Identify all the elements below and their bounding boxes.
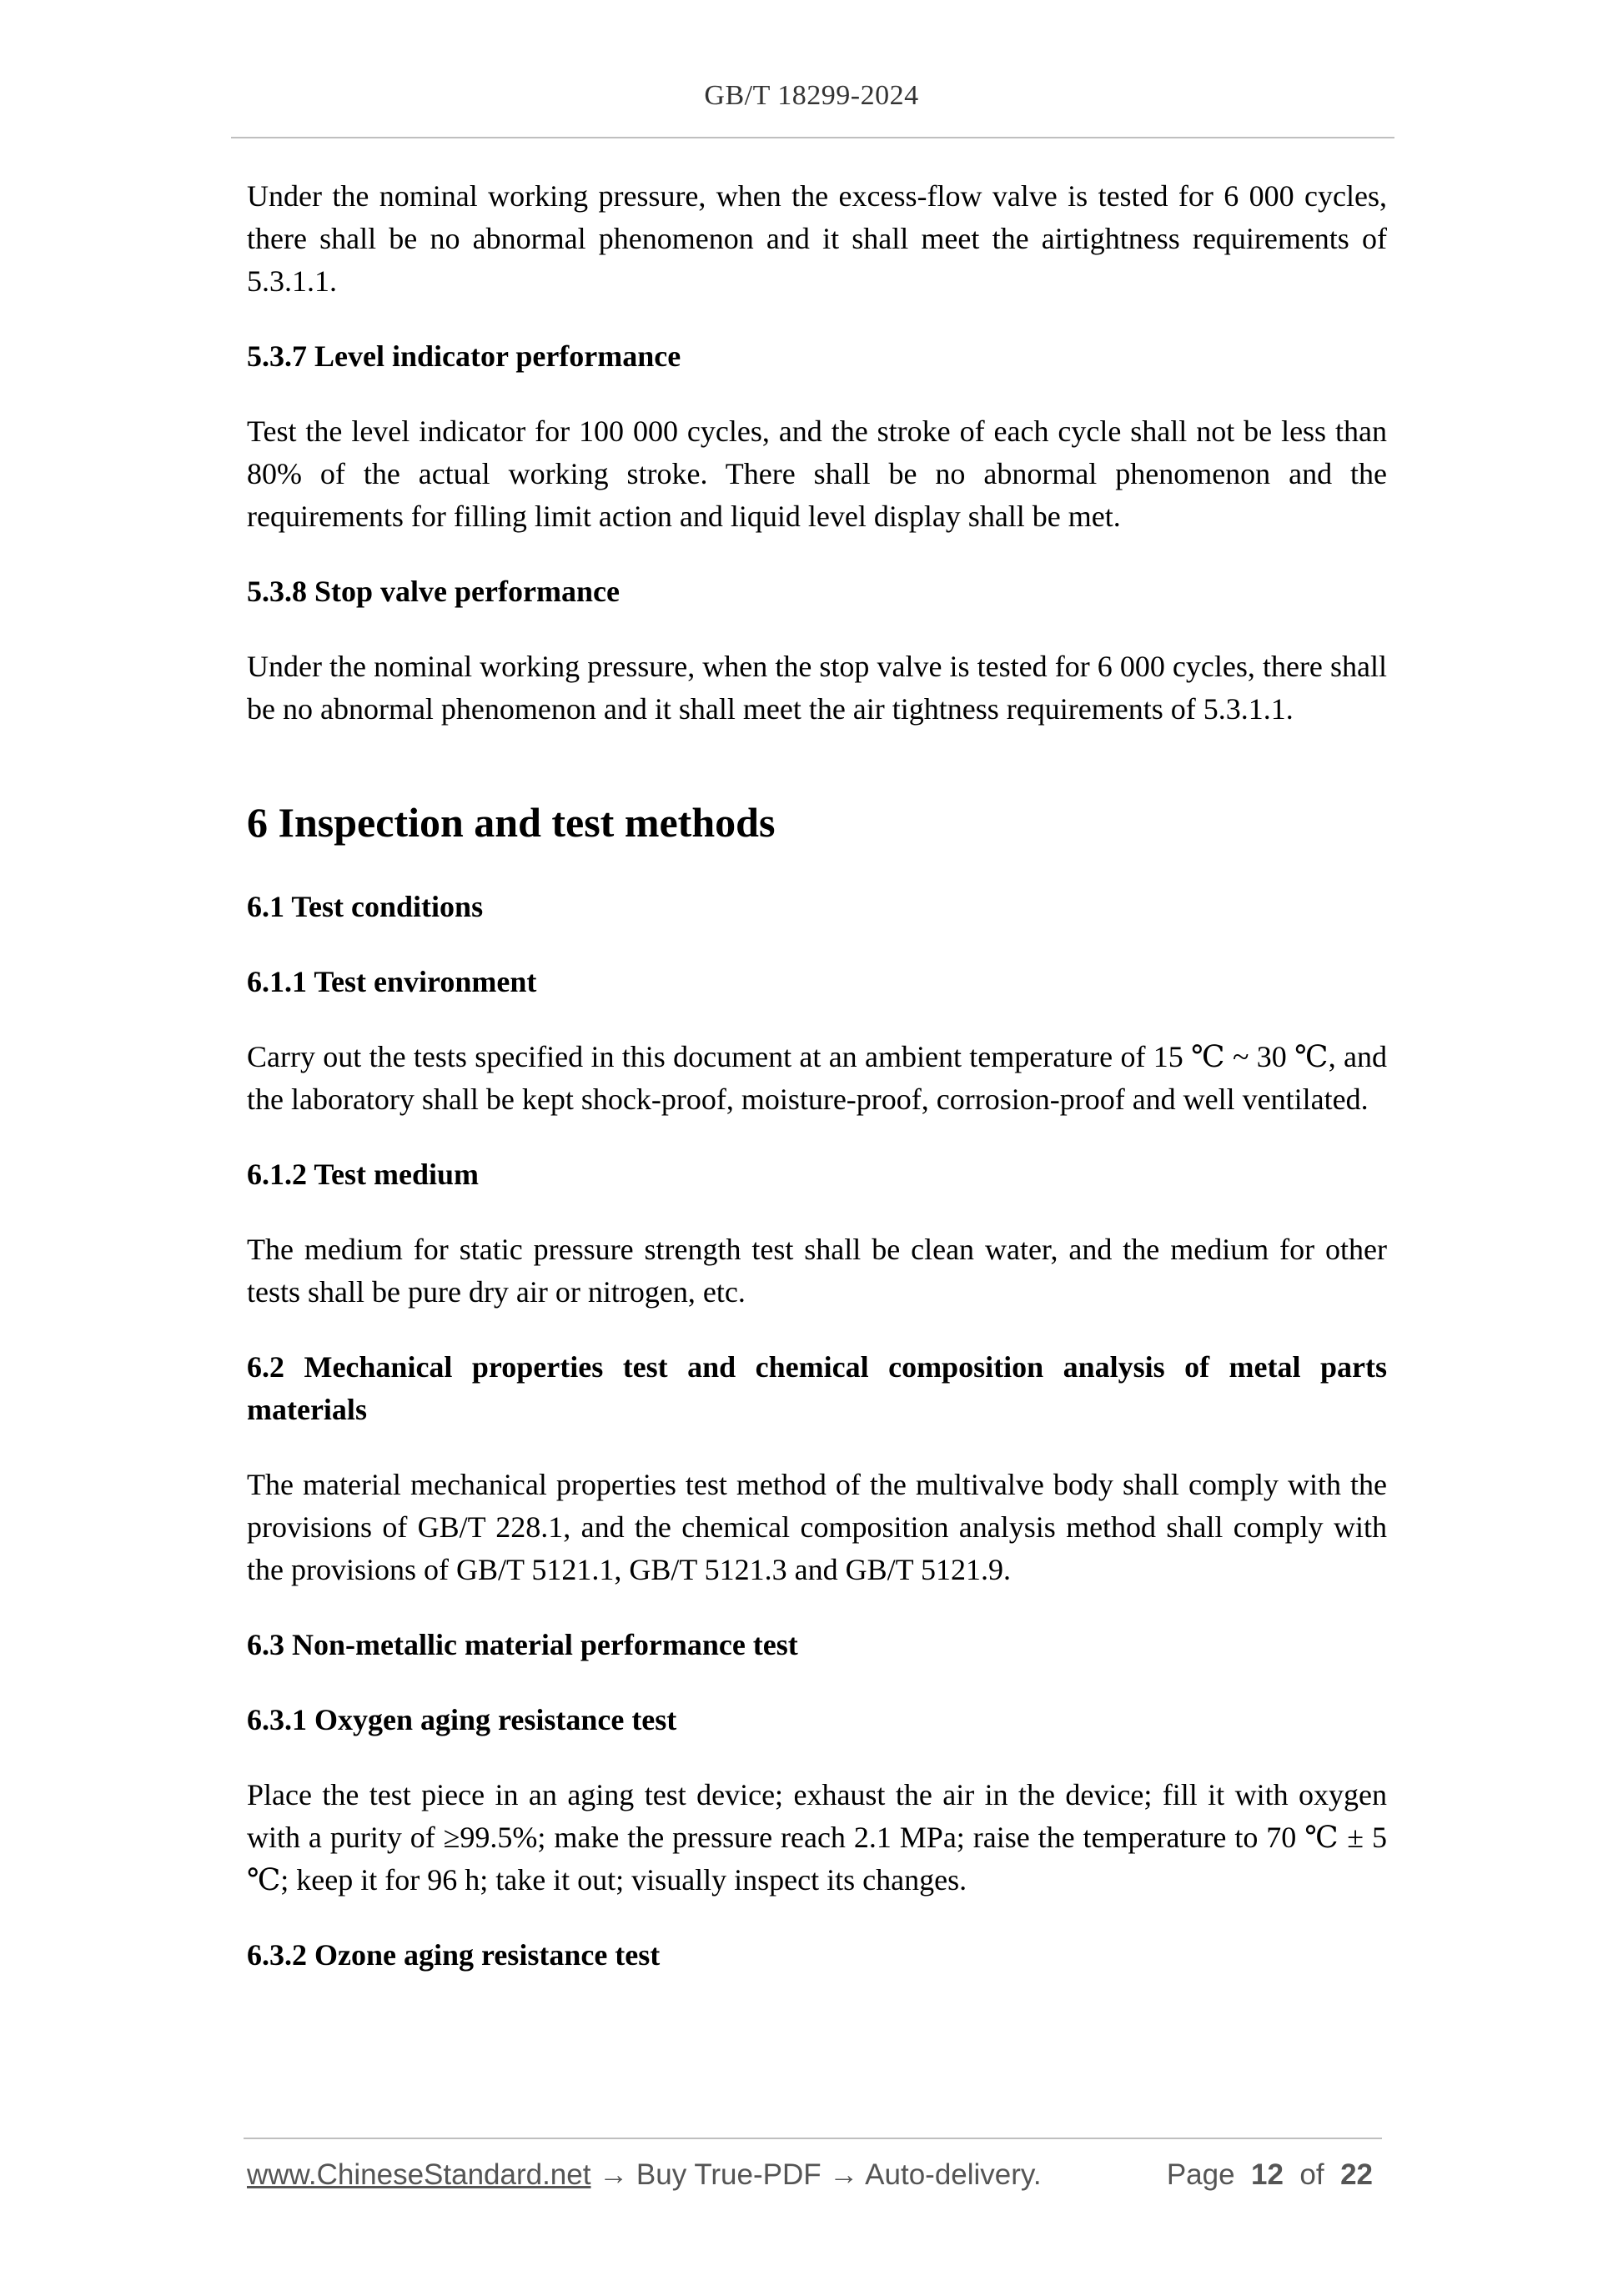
paragraph-test-environment: Carry out the tests specified in this document at an ambient temperature of 15 ℃ ~ 30 ℃, and the laboratory shall be kept shock-proof, moisture-proof, corrosion-proof and well ventilated. <box>247 1040 1387 1116</box>
heading-5-3-8: 5.3.8 Stop valve performance <box>247 575 620 608</box>
header-divider <box>231 137 1394 138</box>
page-footer <box>247 2158 1381 2200</box>
paragraph-mechanical-properties: The material mechanical properties test method of the multivalve body shall comply with the provisions of GB/T 228.1, and the chemical composition analysis method shall comply with the provisions of GB/T 5121.1, GB/T 5121.3 and GB/T 5121.9. <box>247 1468 1387 1586</box>
running-header: GB/T 18299-2024 <box>704 80 919 111</box>
heading-6: 6 Inspection and test methods <box>247 799 776 846</box>
heading-6-3: 6.3 Non-metallic material performance test <box>247 1628 798 1661</box>
page-label: Page <box>1166 2158 1235 2191</box>
of-label: of <box>1299 2158 1324 2191</box>
heading-6-2: 6.2 Mechanical properties test and chemical composition analysis of metal parts materials <box>247 1350 1387 1426</box>
footer-divider <box>244 2138 1382 2139</box>
footer-promo-text: → Buy True-PDF → Auto-delivery. <box>590 2158 1042 2191</box>
page-indicator <box>1167 2158 1373 2192</box>
total-page-number: 22 <box>1340 2158 1373 2191</box>
paragraph-test-medium: The medium for static pressure strength test shall be clean water, and the medium for other tests shall be pure dry air or nitrogen, etc. <box>247 1233 1387 1309</box>
heading-6-3-2: 6.3.2 Ozone aging resistance test <box>247 1938 661 1972</box>
current-page-number: 12 <box>1251 2158 1284 2191</box>
paragraph-excess-flow-valve: Under the nominal working pressure, when the excess-flow valve is tested for 6 000 cycles, there shall be no abnormal phenomenon and it shall meet the airtightness requirements of 5.3.1.1. <box>247 179 1387 298</box>
paragraph-stop-valve: Under the nominal working pressure, when the stop valve is tested for 6 000 cycles, there shall be no abnormal phenomenon and it shall meet the air tightness requirements of 5.3.1.1. <box>247 650 1387 726</box>
website-link[interactable]: www.ChineseStandard.net <box>247 2158 591 2191</box>
heading-6-1-2: 6.1.2 Test medium <box>247 1158 480 1191</box>
paragraph-oxygen-aging: Place the test piece in an aging test device; exhaust the air in the device; fill it with oxygen with a purity of ≥99.5%; make the pressure reach 2.1 MPa; raise the temperature to 70 ℃ ± 5 ℃; keep it for 96 h; take it out; visually inspect its changes. <box>247 1778 1387 1897</box>
heading-5-3-7: 5.3.7 Level indicator performance <box>247 339 681 373</box>
paragraph-level-indicator: Test the level indicator for 100 000 cycles, and the stroke of each cycle shall not be less than 80% of the actual working stroke. There shall be no abnormal phenomenon and the requirements for filling limit action and liquid level display shall be met. <box>247 414 1387 533</box>
heading-6-3-1: 6.3.1 Oxygen aging resistance test <box>247 1703 677 1736</box>
heading-6-1: 6.1 Test conditions <box>247 890 484 923</box>
footer-promo <box>247 2158 1042 2192</box>
page-body <box>247 175 1387 2009</box>
heading-6-1-1: 6.1.1 Test environment <box>247 965 537 998</box>
